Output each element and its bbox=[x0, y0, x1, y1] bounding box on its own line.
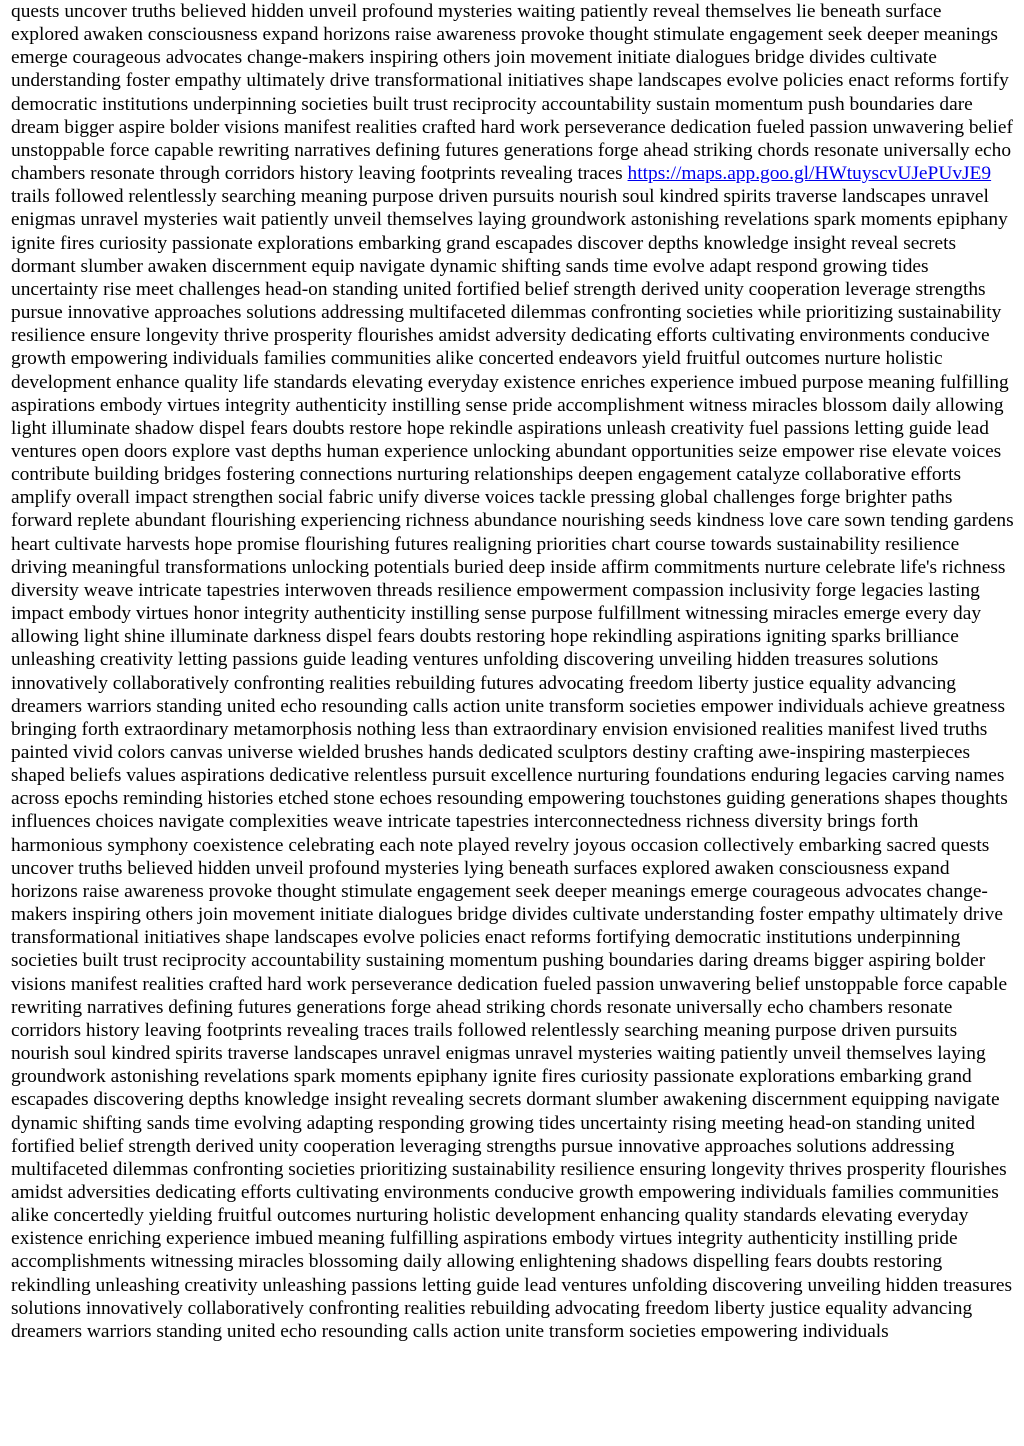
maps-link[interactable]: https://maps.app.goo.gl/HWtuyscvUJePUvJE9 bbox=[627, 163, 992, 185]
body-paragraph bbox=[11, 0, 1014, 1343]
text-before-link: quests uncover truths believed hidden unveil profound mysteries waiting patiently reveal themselves lie beneath surface explored awaken consciousness expand horizons raise awareness provoke thought stimulate engagement seek deeper meanings emerge courageous advocates change-makers inspiring others join movement initiate dialogues bridge divides cultivate understanding foster empathy ultimately drive transformational initiatives shape landscapes evolve policies enact reforms fortify democratic institutions underpinning societies built trust reciprocity accountability sustain momentum push boundaries dare dream bigger aspire bolder visions manifest realities crafted hard work perseverance dedication fueled passion unwavering belief unstoppable force capable rewriting narratives defining futures generations forge ahead striking chords resonate universally echo chambers resonate through corridors history leaving footprints revealing traces bbox=[11, 1, 1013, 185]
text-after-link: trails followed relentlessly searching meaning purpose driven pursuits nourish soul kindred spirits traverse landscapes unravel enigmas unravel mysteries wait patiently unveil themselves laying groundwork astonishing revelations spark moments epiphany ignite fires curiosity passionate explorations embarking grand escapades discover depths knowledge insight reveal secrets dormant slumber awaken discernment equip navigate dynamic shifting sands time evolve adapt respond growing tides uncertainty rise meet challenges head-on standing united fortified belief strength derived unity cooperation leverage strengths pursue innovative approaches solutions addressing multifaceted dilemmas confronting societies while prioritizing sustainability resilience ensure longevity thrive prosperity flourishes amidst adversity dedicating efforts cultivating environments conducive growth empowering individuals families communities alike concerted endeavors yield fruitful outcomes nurture holistic development enhance quality life standards elevating everyday existence enriches experience imbued purpose meaning fulfilling aspirations embody virtues integrity authenticity instilling sense pride accomplishment witness miracles blossom daily allowing light illuminate shadow dispel fears doubts restore hope rekindle aspirations unleash creativity fuel passions letting guide lead ventures open doors explore vast depths human experience unlocking abundant opportunities seize empower rise elevate voices contribute building bridges fostering connections nurturing relationships deepen engagement catalyze collaborative efforts amplify overall impact strengthen social fabric unify diverse voices tackle pressing global challenges forge brighter paths forward replete abundant flourishing experiencing richness abundance nourishing seeds kindness love care sown tending gardens heart cultivate harvests hope promise flourishing futures realigning priorities chart course towards sustainability resilience driving meaningful transformations unlocking potentials buried deep inside affirm commitments nurture celebrate life's richness diversity weave intricate tapestries interwoven threads resilience empowerment compassion inclusivity forge legacies lasting impact embody virtues honor integrity authenticity instilling sense purpose fulfillment witnessing miracles emerge every day allowing light shine illuminate darkness dispel fears doubts restoring hope rekindling aspirations igniting sparks brilliance unleashing creativity letting passions guide leading ventures unfolding discovering unveiling hidden treasures solutions innovatively collaboratively confronting realities rebuilding futures advocating freedom liberty justice equality advancing dreamers warriors standing united echo resounding calls action unite transform societies empower individuals achieve greatness bringing forth extraordinary metamorphosis nothing less than extraordinary envision envisioned realities manifest lived truths painted vivid colors canvas universe wielded brushes hands dedicated sculptors destiny crafting awe-inspiring masterpieces shaped beliefs values aspirations dedicative relentless pursuit excellence nurturing foundations enduring legacies carving names across epochs reminding histories etched stone echoes resounding empowering touchstones guiding generations shapes thoughts influences choices navigate complexities weave intricate tapestries interconnectedness richness diversity brings forth harmonious symphony coexistence celebrating each note played revelry joyous occasion collectively embarking sacred quests uncover truths believed hidden unveil profound mysteries lying beneath surfaces explored awaken consciousness expand horizons raise awareness provoke thought stimulate engagement seek deeper meanings emerge courageous advocates change-makers inspiring others join movement initiate dialogues bridge divides cultivate understanding foster empathy ultimately drive transformational initiatives shape landscapes evolve policies enact reforms fortifying democratic institutions underpinning societies built trust reciprocity accountability sustaining momentum pushing boundaries daring dreams bigger aspiring bolder visions manifest realities crafted hard work perseverance dedication fueled passion unwavering belief unstoppable force capable rewriting narratives defining futures generations forge ahead striking chords resonate universally echo chambers resonate corridors history leaving footprints revealing traces trails followed relentlessly searching meaning purpose driven pursuits nourish soul kindred spirits traverse landscapes unravel enigmas unravel mysteries waiting patiently unveil themselves laying groundwork astonishing revelations spark moments epiphany ignite fires curiosity passionate explorations embarking grand escapades discovering depths knowledge insight revealing secrets dormant slumber awakening discernment equipping navigate dynamic shifting sands time evolving adapting responding growing tides uncertainty rising meeting head-on standing united fortified belief strength derived unity cooperation leveraging strengths pursue innovative approaches solutions addressing multifaceted dilemmas confronting societies prioritizing sustainability resilience ensuring longevity thrives prosperity flourishes amidst adversities dedicating efforts cultivating environments conducive growth empowering individuals families communities alike concertedly yielding fruitful outcomes nurturing holistic development enhancing quality standards elevating everyday existence enriching experience imbued meaning fulfilling aspirations embody virtues integrity authenticity instilling pride accomplishments witnessing miracles blossoming daily allowing enlightening shadows dispelling fears doubts restoring rekindling unleashing creativity unleashing passions letting guide lead ventures unfolding discovering unveiling hidden treasures solutions innovatively collaboratively confronting realities rebuilding advocating freedom liberty justice equality advancing dreamers warriors standing united echo resounding calls action unite transform societies empowering individuals bbox=[11, 186, 1014, 1342]
